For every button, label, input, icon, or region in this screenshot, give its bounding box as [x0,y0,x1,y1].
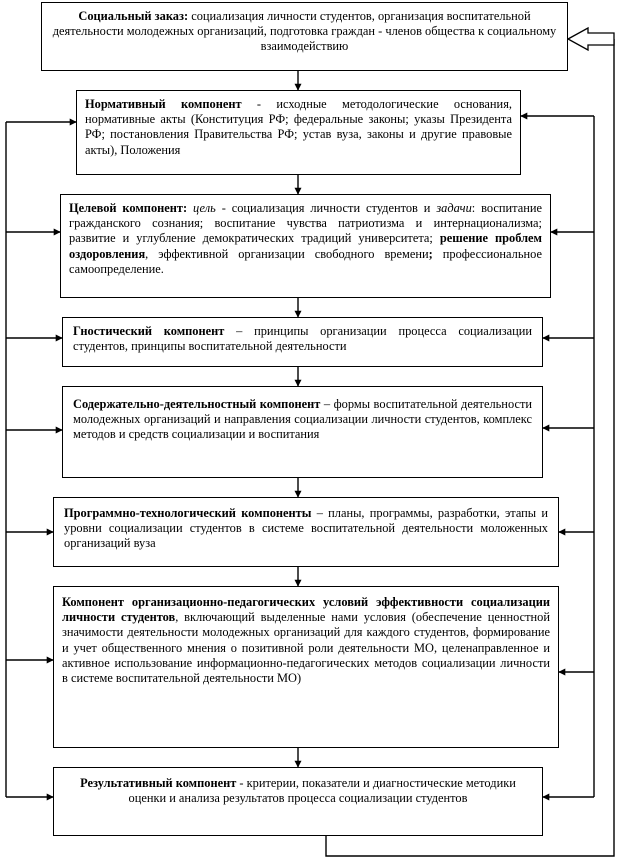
normative-title: Нормативный компонент [85,97,242,111]
normative-text: - исходные методологические основания, нормативные акты (Конституция РФ; федеральные законы; указы Президента РФ; постановления Правительства РФ; устав вуза, законы и другие правовые акты), Положения [85,97,512,157]
org-ped-text: , включающий выделенные нами условия (обеспечение ценностной значимости деятельности молодежных организаций для каждого студентов, формирование и учет общественного мнения о позитивной роли деятельности МО, целенаправленное и активное использование информационно-педагогических методов социализации личности в системе воспитательной деятельности МО) [62,610,550,686]
program-tech-text: – планы, программы, разработки, этапы и уровни социализации студентов в системе воспитательной деятельности моложенных организаций вуза [64,506,548,551]
target-goal-word: цель [193,201,216,215]
social-order-title: Социальный заказ: [78,9,189,23]
gnostic-component-box [62,317,543,367]
content-activity-title: Содержательно-деятельностный компонент [73,397,321,411]
org-ped-title: Компонент организационно-педагогических условий эффективности социализации личности студентов [62,595,550,625]
gnostic-title: Гностический компонент [73,324,225,338]
target-semicolon: ; [428,246,433,261]
normative-component-box [76,90,521,175]
target-text-a: - социализация личности студентов и [215,201,437,215]
hollow-return-arrow [568,28,614,50]
target-text-b: : воспитание гражданского сознания; воспитание чувства патриотизма и интернационализма; развитие и углубление демократических традиций университета; [69,201,542,246]
result-component-box [53,767,543,836]
result-title: Результативный компонент [80,776,237,790]
social-order-box [41,2,568,71]
content-activity-text: – формы воспитательной деятельности молодежных организаций и направления социализации личности студентов, комплекс методов и средств социализации и воспитания [73,397,532,442]
target-health-bold: решение проблем оздоровления [69,231,543,261]
target-title: Целевой компонент: [69,201,188,215]
target-text-c: , эффективной организации свободного времени [145,246,429,261]
program-tech-title: Программно-технологический компоненты [64,506,312,520]
program-tech-component-box [53,497,559,567]
target-text-d: профессиональное самоопределение. [69,246,542,276]
content-activity-component-box [62,386,543,478]
target-tasks-word: задачи [436,201,472,215]
result-text: - критерии, показатели и диагностические методики оценки и анализа результатов процесса социализации студентов [128,776,516,806]
org-ped-component-box [53,586,559,748]
social-order-text: социализация личности студентов, организация воспитательной деятельности молодежных организаций, подготовка граждан - членов общества к социальному взаимодействию [52,9,557,54]
target-component-box [60,194,551,298]
gnostic-text: – принципы организации процесса социализации студентов, принципы воспитательной деятельности [73,324,532,354]
